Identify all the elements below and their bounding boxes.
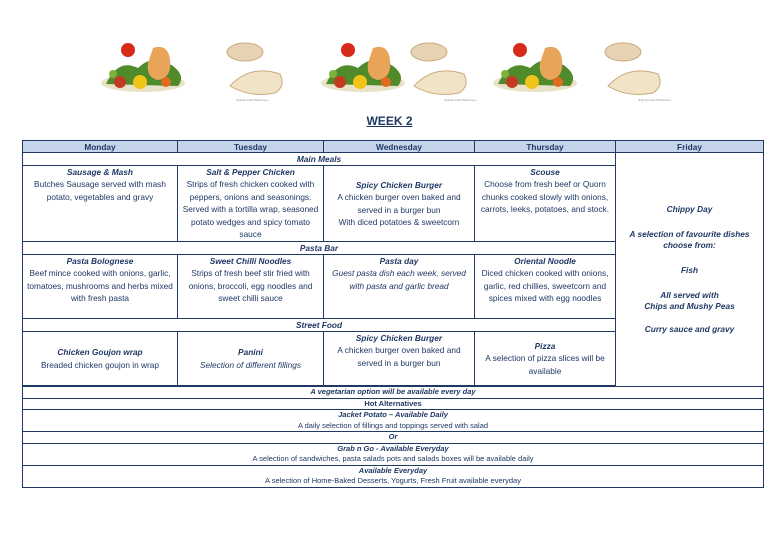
dish-desc: Breaded chicken goujon in wrap: [40, 359, 160, 370]
jacket-title: Jacket Potato – Available Daily: [338, 410, 448, 419]
day-header: Monday: [23, 141, 178, 153]
available-title: Available Everyday: [358, 465, 428, 475]
friday-intro: A selection of favourite dishes choose from:: [629, 229, 750, 250]
or-row: [23, 432, 764, 444]
dish-desc: A chicken burger oven baked and served in a burger bun: [337, 345, 461, 368]
dish-name: Sweet Chilli Noodles: [209, 256, 292, 266]
dish-desc: Selection of different fillings: [199, 359, 301, 370]
dish-desc: Butches Sausage served with mash potato, vegetables and gravy: [34, 179, 166, 202]
meal-cell-wednesday: [324, 166, 475, 242]
section-main-meals: Main Meals: [23, 153, 616, 166]
day-header: Thursday: [475, 141, 616, 153]
section-street-food: Street Food: [23, 319, 616, 332]
dish-name: Spicy Chicken Burger: [355, 179, 443, 190]
section-row: [23, 153, 764, 166]
grab-title: Grab n Go - Available Everyday: [337, 443, 449, 453]
image-credit: Nightlyhealth Willnpower: [638, 98, 671, 102]
hot-alt-row: [23, 398, 764, 410]
or-label: Or: [23, 432, 764, 444]
dish-name: Pizza: [534, 340, 556, 351]
dish-desc: Beef mince cooked with onions, garlic, tomatoes, mushrooms and herbs mixed with fresh pasta: [27, 268, 173, 304]
image-credit: Nightlyhealth Willnpower: [236, 98, 269, 102]
meal-cell-tuesday: [178, 166, 324, 242]
day-header-row: [23, 141, 764, 153]
dish-name: Spicy Chicken Burger: [355, 333, 443, 343]
food-banner: [98, 38, 678, 104]
dish-desc: Strips of fresh beef stir fried with onions, broccoli, egg noodles and sweet chilli sauce: [188, 268, 313, 304]
dish-desc: Strips of fresh chicken cooked with peppers, onions and seasonings. Served with a tortilla wrap, seasoned potato wedges and spicy tomato sauce: [182, 179, 319, 240]
dish-name: Chicken Goujon wrap: [57, 347, 143, 358]
section-pasta-bar: Pasta Bar: [23, 242, 616, 255]
friday-chips: Chips and Mushy Peas: [644, 301, 735, 311]
dish-desc: Guest pasta dish each week, served with pasta and garlic bread: [332, 268, 466, 291]
jacket-cell: [23, 410, 764, 432]
jacket-row: [23, 410, 764, 432]
street-cell-wednesday: [324, 332, 475, 386]
pasta-cell-wednesday: [324, 255, 475, 319]
street-cell-monday: [23, 332, 178, 386]
dish-desc: A chicken burger oven baked and served in a burger bun: [337, 192, 461, 215]
pasta-cell-thursday: [475, 255, 616, 319]
day-header: Wednesday: [324, 141, 475, 153]
pasta-cell-tuesday: [178, 255, 324, 319]
street-cell-thursday: [475, 332, 616, 386]
street-cell-tuesday: [178, 332, 324, 386]
dish-extra: With diced potatoes & sweetcorn: [338, 216, 460, 227]
dish-name: Panini: [238, 347, 263, 358]
available-desc: A selection of Home-Baked Desserts, Yogurts, Fresh Fruit available everyday: [265, 476, 521, 485]
grab-cell: [23, 443, 764, 465]
garlic-image: [404, 38, 474, 100]
grab-desc: A selection of sandwiches, pasta salads pots and salads boxes will be available daily: [252, 454, 534, 463]
dish-desc: Choose from fresh beef or Quorn chunks cooked slowly with onions, carrots, leeks, potatoes, and stock.: [480, 179, 610, 215]
friday-cell: [616, 153, 764, 387]
vegetables-image: [490, 38, 580, 100]
friday-all-served: All served with: [660, 290, 719, 300]
day-header: Tuesday: [178, 141, 324, 153]
dish-name: Sausage & Mash: [67, 167, 133, 177]
garlic-image: [220, 38, 290, 100]
grab-row: [23, 443, 764, 465]
vegetarian-note: A vegetarian option will be available every day: [23, 387, 764, 399]
dish-name: Oriental Noodle: [514, 256, 576, 266]
day-header: Friday: [616, 141, 764, 153]
hot-alternatives-heading: Hot Alternatives: [23, 398, 764, 410]
available-cell: [23, 465, 764, 487]
dish-name: Scouse: [530, 167, 560, 177]
available-row: [23, 465, 764, 487]
vegetables-image: [318, 38, 408, 100]
pasta-cell-monday: [23, 255, 178, 319]
dish-name: Pasta day: [379, 256, 419, 266]
dish-name: Salt & Pepper Chicken: [206, 167, 295, 177]
friday-fish: Fish: [680, 265, 699, 275]
meal-cell-monday: [23, 166, 178, 242]
friday-sauce: Curry sauce and gravy: [644, 324, 735, 334]
friday-title: Chippy Day: [666, 204, 713, 214]
menu-table: [22, 140, 764, 488]
dish-desc: Diced chicken cooked with onions, garlic, red chillies, sweetcorn and spices mixed with egg noodles: [481, 268, 609, 304]
dish-desc: A selection of pizza slices will be available: [485, 353, 605, 376]
garlic-image: [598, 38, 668, 100]
vegetarian-row: [23, 387, 764, 399]
vegetables-image: [98, 38, 188, 100]
meal-cell-thursday: [475, 166, 616, 242]
week-title: WEEK 2: [366, 114, 413, 128]
jacket-desc: A daily selection of fillings and toppings served with salad: [297, 420, 489, 430]
image-credit: Nightlyhealth Willnpower: [444, 98, 477, 102]
dish-name: Pasta Bolognese: [66, 256, 134, 266]
